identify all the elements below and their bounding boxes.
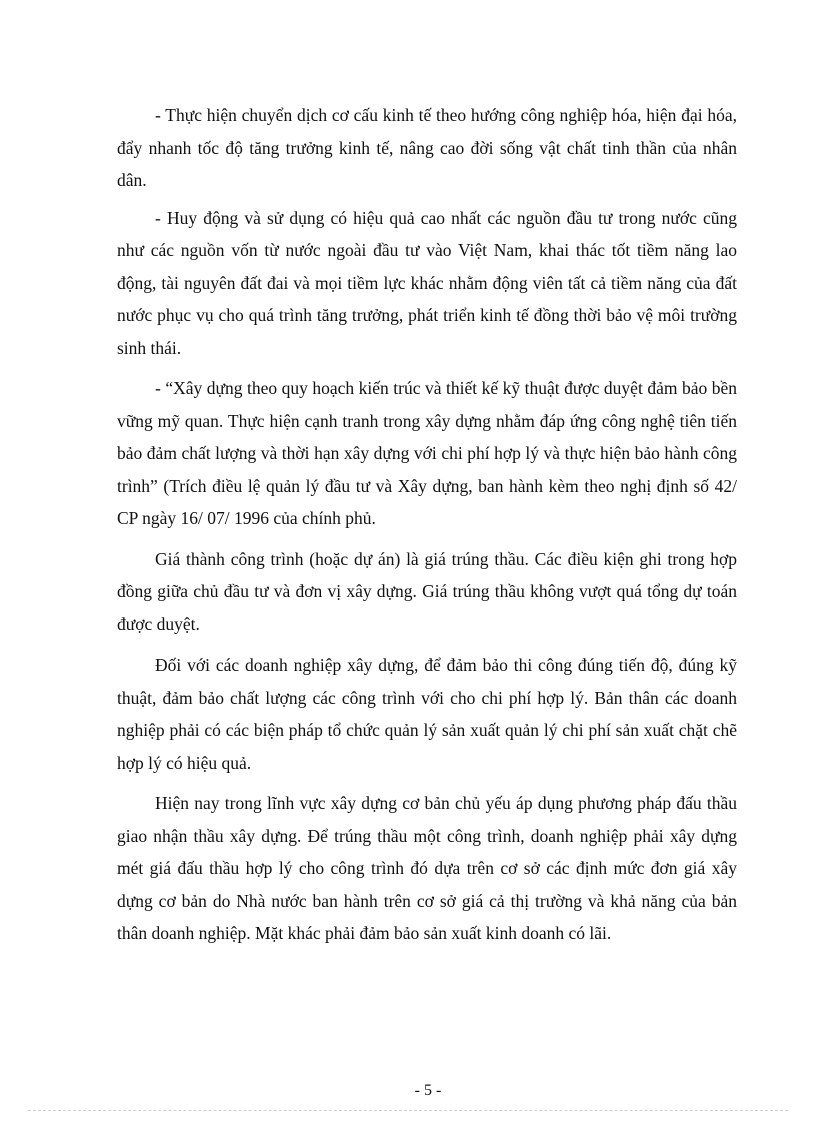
paragraph-bid-price: Giá thành công trình (hoặc dự án) là giá trúng thầu. Các điều kiện ghi trong hợp đồng giữa chủ đầu tư và đơn vị xây dựng. Giá trúng thầu không vượt quá tổng dự toán được duyệt.	[117, 548, 737, 634]
document-body	[117, 99, 737, 950]
paragraph-economic-restructuring: - Thực hiện chuyển dịch cơ cấu kinh tế theo hướng công nghiệp hóa, hiện đại hóa, đẩy nhanh tốc độ tăng trưởng kinh tế, nâng cao đời sống vật chất tinh thần của nhân dân.	[117, 105, 737, 190]
paragraph-investment-mobilization: - Huy động và sử dụng có hiệu quả cao nhất các nguồn đầu tư trong nước cũng như các nguồn vốn từ nước ngoài đầu tư vào Việt Nam, khai thác tốt tiềm năng lao động, tài nguyên đất đai và mọi tiềm lực khác nhằm động viên tất cả tiềm năng của đất nước phục vụ cho quá trình tăng trưởng, phát triển kinh tế đồng thời bảo vệ môi trường sinh thái.	[117, 207, 737, 358]
paragraph-construction-enterprises: Đối với các doanh nghiệp xây dựng, để đảm bảo thi công đúng tiến độ, đúng kỹ thuật, đảm bảo chất lượng các công trình với cho chi phí hợp lý. Bản thân các doanh nghiệp phải có các biện pháp tổ chức quản lý sản xuất quản lý chi phí sản xuất chặt chẽ hợp lý có hiệu quả.	[117, 655, 737, 773]
page-bottom-divider	[28, 1110, 788, 1111]
paragraph-construction-regulation-quote: - “Xây dựng theo quy hoạch kiến trúc và thiết kế kỹ thuật được duyệt đảm bảo bền vững mỹ quan. Thực hiện cạnh tranh trong xây dựng nhằm đáp ứng công nghệ tiên tiến bảo đảm chất lượng và thời hạn xây dựng với chi phí hợp lý và thực hiện bảo hành công trình” (Trích điều lệ quản lý đầu tư và Xây dựng, ban hành kèm theo nghị định số 42/ CP ngày 16/ 07/ 1996 của chính phủ.	[117, 378, 737, 528]
page-number: - 5 -	[414, 1082, 442, 1099]
paragraph-bidding-method: Hiện nay trong lĩnh vực xây dựng cơ bản chủ yếu áp dụng phương pháp đấu thầu giao nhận thầu xây dựng. Để trúng thầu một công trình, doanh nghiệp phải xây dựng mét giá đấu thầu hợp lý cho công trình đó dựa trên cơ sở các định mức đơn giá xây dựng cơ bản do Nhà nước ban hành trên cơ sở giá cả thị trường và khả năng của bản thân doanh nghiệp. Mặt khác phải đảm bảo sản xuất kinh doanh có lãi.	[117, 793, 737, 943]
